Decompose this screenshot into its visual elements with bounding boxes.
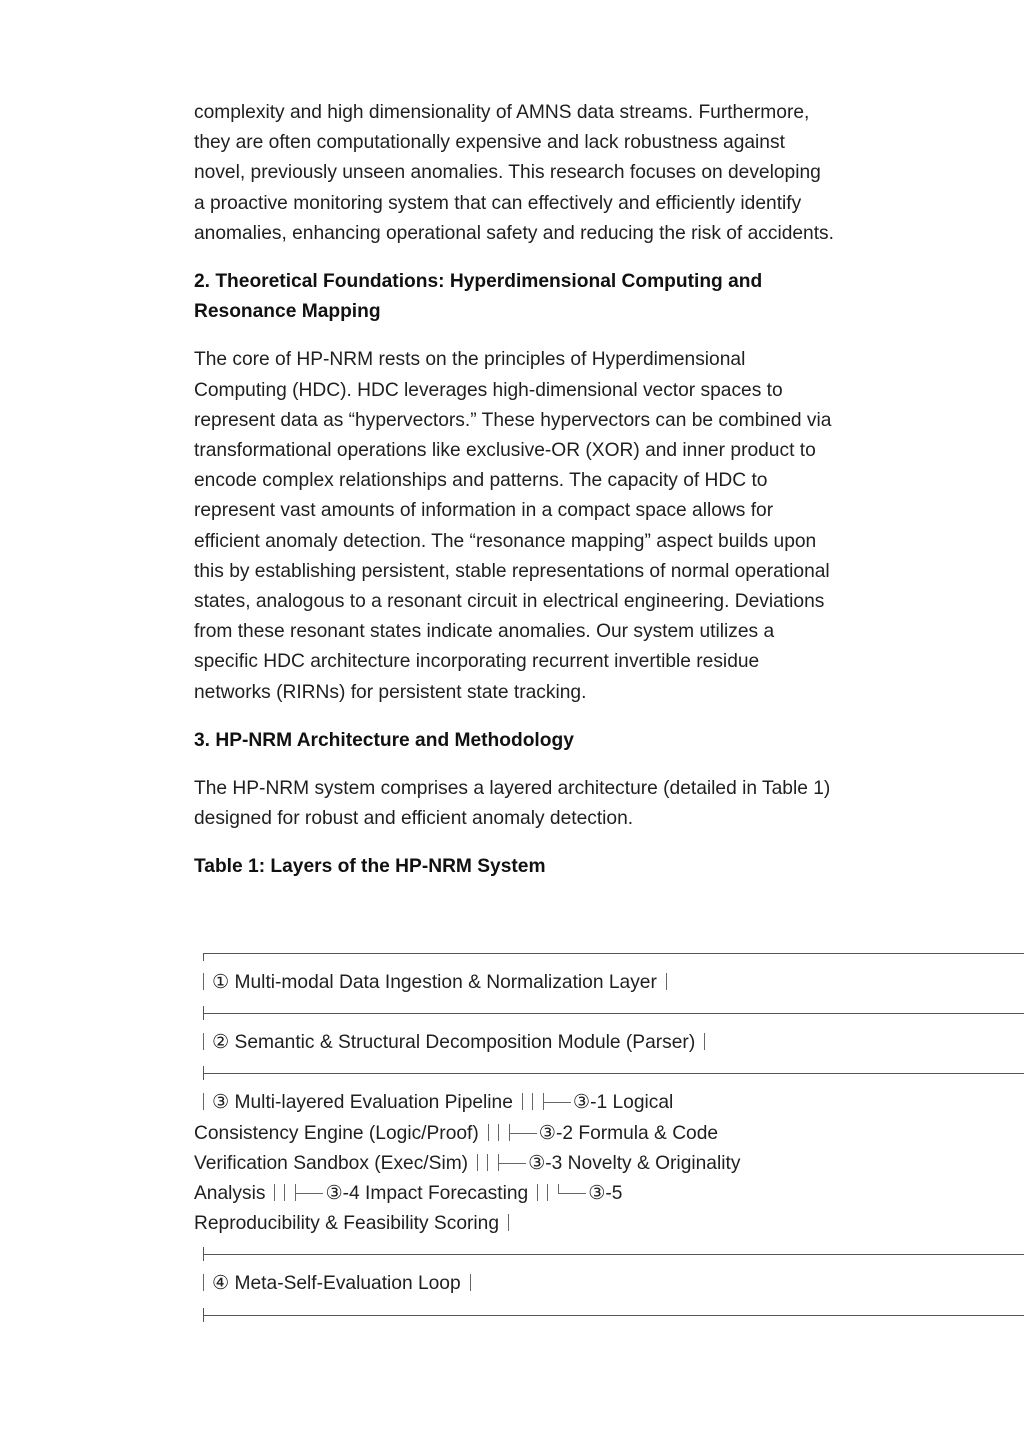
layer-4-label: ④ Meta-Self-Evaluation Loop xyxy=(212,1273,461,1295)
table-divider xyxy=(194,1058,1024,1088)
layer-3-label: ③ Multi-layered Evaluation Pipeline xyxy=(212,1092,513,1114)
layer-1-label: ① Multi-modal Data Ingestion & Normalization Layer xyxy=(212,972,657,993)
layer-3-sub-2-desc: Verification Sandbox (Exec/Sim) xyxy=(194,1152,469,1174)
layer-3-sub-5-label: ③-5 xyxy=(588,1183,623,1205)
intro-paragraph: complexity and high dimensionality of AMNS data streams. Furthermore, they are often computationally expensive and lack robustness against novel, previously unseen anomalies. This research focuses on developing a proactive monitoring system that can effectively and efficiently identify anomalies, enhancing operational safety and reducing the risk of accidents. xyxy=(194,102,834,244)
section-3-paragraph: The HP-NRM system comprises a layered architecture (detailed in Table 1) designed for robust and efficient anomaly detection. xyxy=(194,778,831,830)
table-1-title: Table 1: Layers of the HP-NRM System xyxy=(194,856,546,878)
layer-2-row xyxy=(194,1028,834,1058)
page-content xyxy=(194,98,834,903)
section-2-paragraph: The core of HP-NRM rests on the principles of Hyperdimensional Computing (HDC). HDC leverages high-dimensional vector spaces to represent data as “hypervectors.” These hypervectors can be combined via transformational operations like exclusive-OR (XOR) and inner product to encode complex relationships and patterns. The capacity of HDC to represent vast amounts of information in a compact space allows for efficient anomaly detection. The “resonance mapping” aspect builds upon this by establishing persistent, stable representations of normal operational states, analogous to a resonant circuit in electrical engineering. Deviations from these resonant states indicate anomalies. Our system utilizes a specific HDC architecture incorporating recurrent invertible residue networks (RIRNs) for persistent state tracking. xyxy=(194,349,832,703)
layer-3-sub-2-label: ③-2 Formula & Code xyxy=(538,1122,719,1144)
section-3-heading: 3. HP-NRM Architecture and Methodology xyxy=(194,729,574,751)
table-divider xyxy=(194,1239,1024,1269)
layer-3-sub-3-desc: Analysis xyxy=(194,1183,266,1205)
layer-3-sub-1-desc: Consistency Engine (Logic/Proof) xyxy=(194,1122,479,1144)
layer-1-row xyxy=(194,968,834,998)
layer-2-label: ② Semantic & Structural Decomposition Module (Parser) xyxy=(212,1032,696,1054)
layer-3-row xyxy=(194,1088,834,1239)
layer-3-sub-3-label: ③-3 Novelty & Originality xyxy=(528,1152,741,1174)
layer-4-row xyxy=(194,1269,834,1299)
layer-3-sub-1-label: ③-1 Logical xyxy=(572,1092,674,1114)
section-2-heading: 2. Theoretical Foundations: Hyperdimensional Computing and Resonance Mapping xyxy=(194,271,763,323)
table-1-layers xyxy=(194,938,1024,1330)
table-top-border xyxy=(194,938,1024,968)
layer-3-sub-4-label: ③-4 Impact Forecasting xyxy=(325,1183,529,1205)
table-divider xyxy=(194,998,1024,1028)
table-divider xyxy=(194,1300,1024,1330)
layer-3-sub-5-desc: Reproducibility & Feasibility Scoring xyxy=(194,1213,499,1235)
